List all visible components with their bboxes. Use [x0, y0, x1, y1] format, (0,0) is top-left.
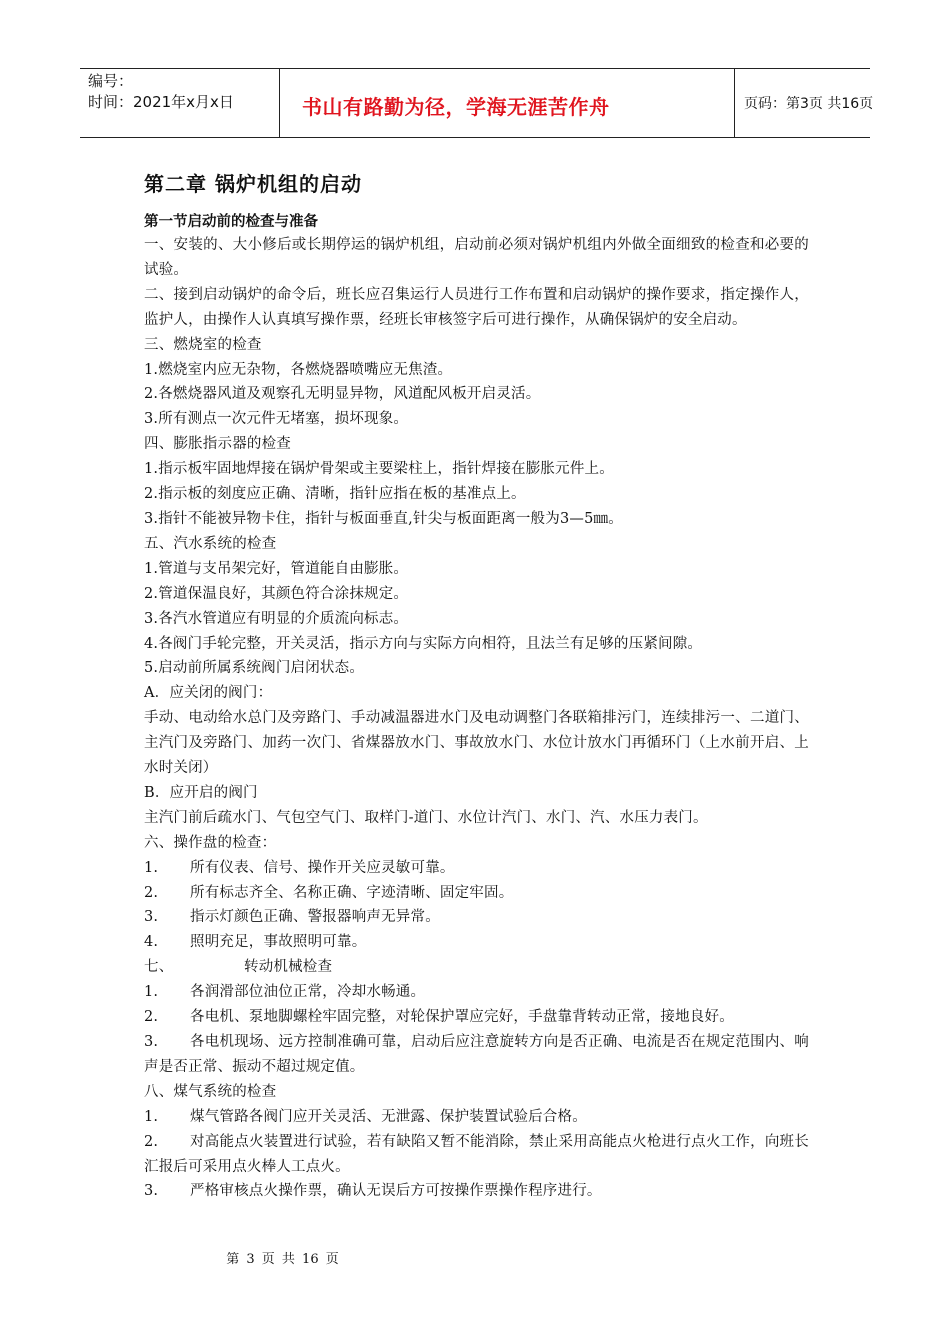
- list-item: [144, 1130, 809, 1180]
- item-number: 3.: [144, 909, 159, 926]
- list-item: 3.所有测点一次元件无堵塞，损坏现象。: [144, 411, 409, 428]
- item-text: 各电机现场、远方控制准确可靠，启动后应注意旋转方向是否正确、电流是否在规定范围内、响声是否正常、振动不超过规定值。: [144, 1034, 809, 1075]
- paragraph: 主汽门前后疏水门、气包空气门、取样门-道门、水位计汽门、水门、汽、水压力表门。: [144, 809, 708, 826]
- document-body: [144, 168, 809, 1204]
- item-number: 七、: [144, 959, 174, 976]
- list-item: [144, 930, 809, 955]
- list-subheading: B．应开启的阀门: [144, 784, 258, 801]
- list-item: 2.各燃烧器风道及观察孔无明显异物，风道配风板开启灵活。: [144, 386, 541, 403]
- list-item: [144, 1179, 809, 1204]
- item-number: 3.: [144, 1034, 159, 1050]
- subsection-heading: 三、燃烧室的检查: [144, 336, 262, 353]
- item-text: 严格审核点火操作票，确认无误后方可按操作票操作程序进行。: [190, 1183, 602, 1200]
- item-text: 所有仪表、信号、操作开关应灵敏可靠。: [190, 859, 455, 876]
- subsection-heading: 八、煤气系统的检查: [144, 1083, 277, 1100]
- list-item: 2.管道保温良好，其颜色符合涂抹规定。: [144, 585, 409, 602]
- page-footer: [0, 1248, 950, 1267]
- item-number: 2.: [144, 1009, 159, 1026]
- item-number: 3.: [144, 1183, 159, 1200]
- header-motto: 书山有路勤为径，学海无涯苦作舟: [302, 95, 610, 119]
- subsection-heading: 六、操作盘的检查：: [144, 834, 277, 851]
- item-text: 所有标志齐全、名称正确、字迹清晰、固定牢固。: [190, 884, 514, 901]
- item-text: 指示灯颜色正确、警报器响声无异常。: [190, 909, 440, 926]
- footer-page-number: 第 3 页 共 16 页: [226, 1252, 339, 1267]
- paragraph: 手动、电动给水总门及旁路门、手动减温器进水门及电动调整门各联箱排污门，连续排污一、二道门、主汽门及旁路门、加药一次门、省煤器放水门、事故放水门、水位计放水门再循环门（上水前开启、上水时关闭）: [144, 710, 809, 777]
- item-number: 2.: [144, 884, 159, 901]
- item-text: 对高能点火装置进行试验，若有缺陷又暂不能消除，禁止采用高能点火枪进行点火工作，向班长汇报后可采用点火棒人工点火。: [144, 1133, 809, 1175]
- list-subheading: A．应关闭的阀门：: [144, 685, 273, 702]
- list-item: [144, 905, 809, 930]
- header-left-cell: [80, 69, 280, 137]
- list-item: [144, 1030, 809, 1080]
- paragraph: 一、安装的、大小修后或长期停运的锅炉机组，启动前必须对锅炉机组内外做全面细致的检查和必要的试验。: [144, 237, 809, 278]
- list-item: [144, 856, 809, 881]
- list-item: [144, 881, 809, 906]
- document-date: 时间：2021年x月x日: [88, 93, 234, 111]
- chapter-title: 第二章 锅炉机组的启动: [144, 172, 362, 196]
- list-item: 1.指示板牢固地焊接在锅炉骨架或主要梁柱上，指针焊接在膨胀元件上。: [144, 461, 614, 478]
- list-item: [144, 980, 809, 1005]
- section-title: 第一节启动前的检查与准备: [144, 214, 318, 230]
- list-item: 4.各阀门手轮完整，开关灵活，指示方向与实际方向相符，且法兰有足够的压紧间隙。: [144, 635, 703, 652]
- document-number-label: 编号：: [88, 72, 134, 90]
- paragraph: 二、接到启动锅炉的命令后，班长应召集运行人员进行工作布置和启动锅炉的操作要求，指定操作人，监护人，由操作人认真填写操作票，经班长审核签字后可进行操作，从确保锅炉的安全启动。: [144, 286, 809, 328]
- item-text: 转动机械检查: [244, 959, 333, 976]
- item-number: 1.: [144, 1108, 159, 1125]
- item-text: 照明充足，事故照明可靠。: [190, 934, 367, 951]
- list-item: 2.指示板的刻度应正确、清晰，指针应指在板的基准点上。: [144, 486, 526, 503]
- list-item: 3.指针不能被异物卡住，指针与板面垂直,针尖与板面距离一般为3—5㎜。: [144, 510, 623, 527]
- item-text: 煤气管路各阀门应开关灵活、无泄露、保护装置试验后合格。: [190, 1108, 587, 1125]
- list-item: 1.燃烧室内应无杂物，各燃烧器喷嘴应无焦渣。: [144, 361, 453, 378]
- page-header: [80, 68, 874, 138]
- item-text: 各电机、泵地脚螺栓牢固完整，对轮保护罩应完好，手盘靠背转动正常，接地良好。: [190, 1009, 734, 1026]
- item-number: 1.: [144, 859, 159, 876]
- item-number: 1.: [144, 984, 159, 1001]
- subsection-heading: 四、膨胀指示器的检查: [144, 436, 291, 453]
- list-item: [144, 1005, 809, 1030]
- header-page-info: 页码：第3页 共16页: [744, 96, 874, 112]
- list-item: 1.管道与支吊架完好，管道能自由膨胀。: [144, 560, 409, 577]
- item-number: 4.: [144, 934, 159, 951]
- item-number: 2.: [144, 1133, 159, 1150]
- list-item: [144, 1105, 809, 1130]
- list-item: 5.启动前所属系统阀门启闭状态。: [144, 660, 365, 677]
- item-text: 各润滑部位油位正常，冷却水畅通。: [190, 984, 426, 1001]
- list-item: 3.各汽水管道应有明显的介质流向标志。: [144, 610, 409, 627]
- subsection-heading: 五、汽水系统的检查: [144, 535, 277, 552]
- subsection-heading: [144, 955, 809, 980]
- header-motto-cell: [280, 69, 735, 137]
